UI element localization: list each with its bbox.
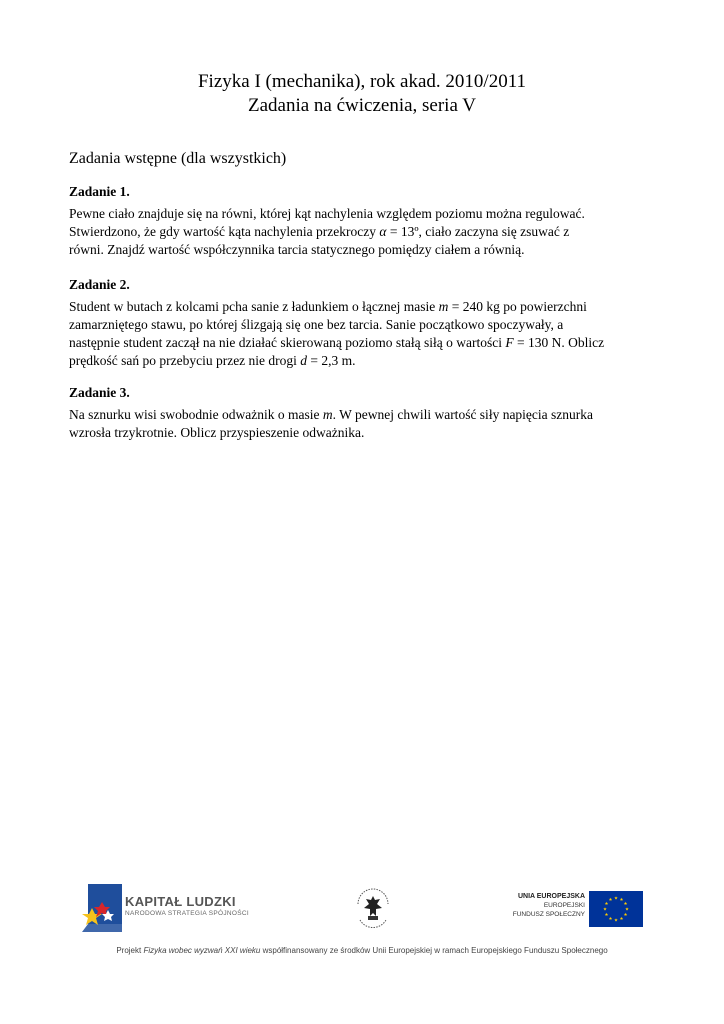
symbol-m: m [438,299,449,314]
text-run: Student w butach z kolcami pcha sanie z ładunkiem o łącznej masie [69,299,439,314]
task-body [69,406,659,442]
text-run: = 13º, ciało zaczyna się zsuwać z [386,224,570,239]
task-1 [69,183,659,259]
eu-flag-icon [589,891,643,927]
symbol-F: F [505,335,514,350]
eu-text [480,892,585,919]
task-body [69,298,659,370]
text-run: następnie student zaczął na nie działać skierowaną poziomo stałą siłą o wartości [69,335,506,350]
footer-project-line [0,946,724,955]
kl-name: KAPITAŁ LUDZKI [125,894,236,909]
document-title: Fizyka I (mechanika), rok akad. 2010/2011 [197,71,526,92]
text-run: Stwierdzono, że gdy wartość kąta nachylenia przekroczy [69,224,380,239]
eu-name: UNIA EUROPEJSKA [517,893,585,900]
kl-sub: NARODOWA STRATEGIA SPÓJNOŚCI [125,910,249,917]
task-3 [69,384,659,442]
eu-fund-line1: EUROPEJSKI [543,902,585,909]
project-title: Fizyka wobec wyzwań XXI wieku [143,946,261,955]
text-run: = 2,3 m. [307,353,356,368]
text-run: = 240 kg po powierzchni [448,299,587,314]
text-run: Na sznurku wisi swobodnie odważnik o masie [69,407,323,422]
symbol-alpha: α [379,224,387,239]
task-line [69,298,659,316]
page-header [0,70,724,118]
document-subtitle: Zadania na ćwiczenia, seria V [247,95,477,116]
task-line [69,352,659,370]
task-line: zamarzniętego stawu, po której ślizgają się one bez tarcia. Sanie początkowo spoczywały, a [69,317,564,332]
task-line [69,223,659,241]
symbol-d: d [300,353,308,368]
kapital-ludzki-logo-icon [82,884,122,932]
footer-logos [0,880,724,940]
symbol-m: m [322,407,333,422]
task-line: Pewne ciało znajduje się na równi, której kąt nachylenia względem poziomu można regulować. [69,206,585,221]
eu-fund-line2: FUNDUSZ SPOŁECZNY [512,911,585,918]
text-run: prędkość sań po przebyciu przez nie drogi [69,353,301,368]
task-line: wzrosła trzykrotnie. Oblicz przyspieszenie odważnika. [69,425,365,440]
kapital-ludzki-text [125,895,249,919]
task-title: Zadanie 1. [69,184,130,199]
task-body [69,205,659,259]
text-run: współfinansowany ze środków Unii Europejskiej w ramach Europejskiego Funduszu Społecznego [260,946,608,955]
text-run: = 130 N. Oblicz [513,335,605,350]
task-line: równi. Znajdź wartość współczynnika tarcia statycznego pomiędzy ciałem a równią. [69,242,525,257]
task-2 [69,276,659,370]
task-title: Zadanie 2. [69,277,130,292]
text-run: . W pewnej chwili wartość siły napięcia sznurka [332,407,594,422]
task-line [69,406,659,424]
task-title: Zadanie 3. [69,385,130,400]
university-seal-icon [354,886,392,932]
section-title: Zadania wstępne (dla wszystkich) [69,150,287,167]
task-line [69,334,659,352]
text-run: Projekt [116,946,144,955]
